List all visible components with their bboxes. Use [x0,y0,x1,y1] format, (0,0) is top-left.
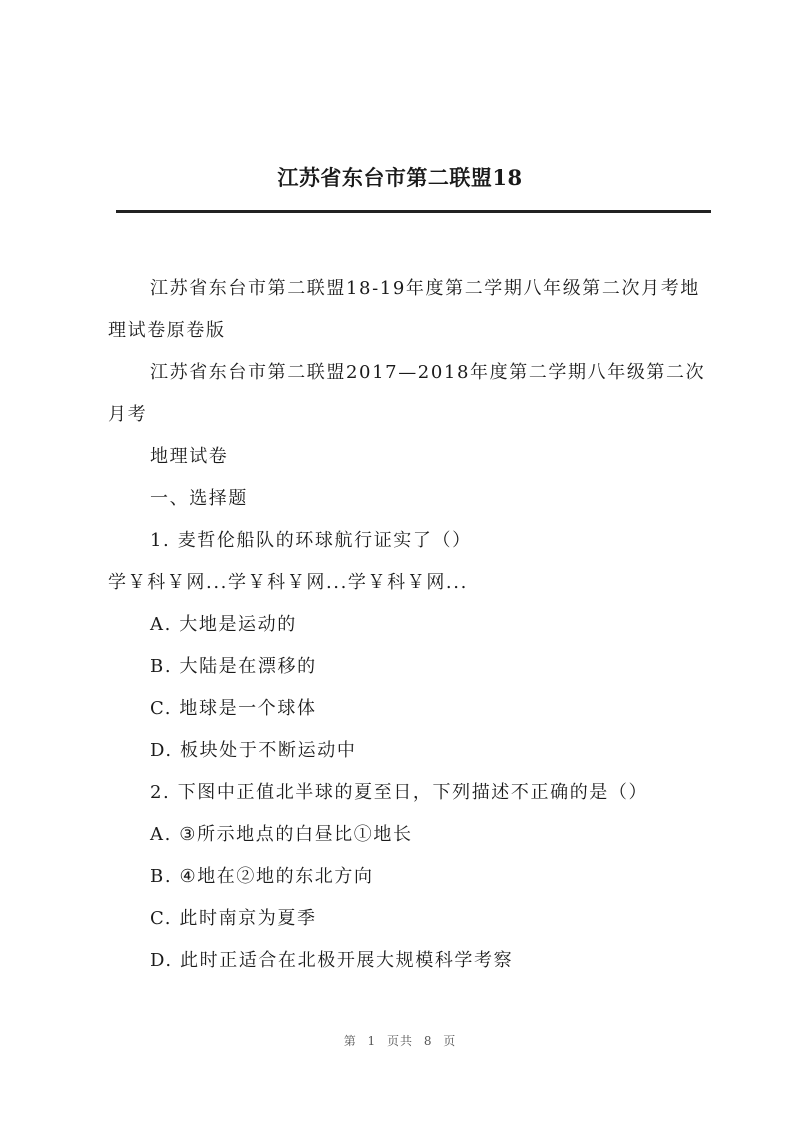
paragraph-intro: 江苏省东台市第二联盟18-19年度第二学期八年级第二次月考地理试卷原卷版 [108,278,700,341]
question-2-option-c: C. 此时南京为夏季 [150,908,317,929]
paragraph-subject: 地理试卷 [150,446,229,467]
question-2-option-d: D. 此时正适合在北极开展大规模科学考察 [150,950,514,971]
question-1-option-c: C. 地球是一个球体 [150,698,317,719]
paragraph-exam-name: 江苏省东台市第二联盟2017—2018年度第二学期八年级第二次月考 [108,362,706,425]
section-heading: 一、选择题 [150,488,248,509]
page-footer: 第 1 页共 8 页 [343,1034,457,1048]
document-title: 江苏省东台市第二联盟18 [277,165,523,190]
question-1-option-d: D. 板块处于不断运动中 [150,740,357,761]
question-2-option-b: B. ④地在②地的东北方向 [150,866,374,887]
document-body [108,268,713,982]
title-divider [116,210,711,213]
question-2: 2. 下图中正值北半球的夏至日，下列描述不正确的是（） [150,782,649,803]
watermark-line: 学￥科￥网...学￥科￥网...学￥科￥网... [108,572,468,593]
question-1-option-b: B. 大陆是在漂移的 [150,656,317,677]
question-1-option-a: A. 大地是运动的 [150,614,297,635]
question-1: 1. 麦哲伦船队的环球航行证实了（） [150,530,472,551]
question-2-option-a: A. ③所示地点的白昼比①地长 [150,824,413,845]
